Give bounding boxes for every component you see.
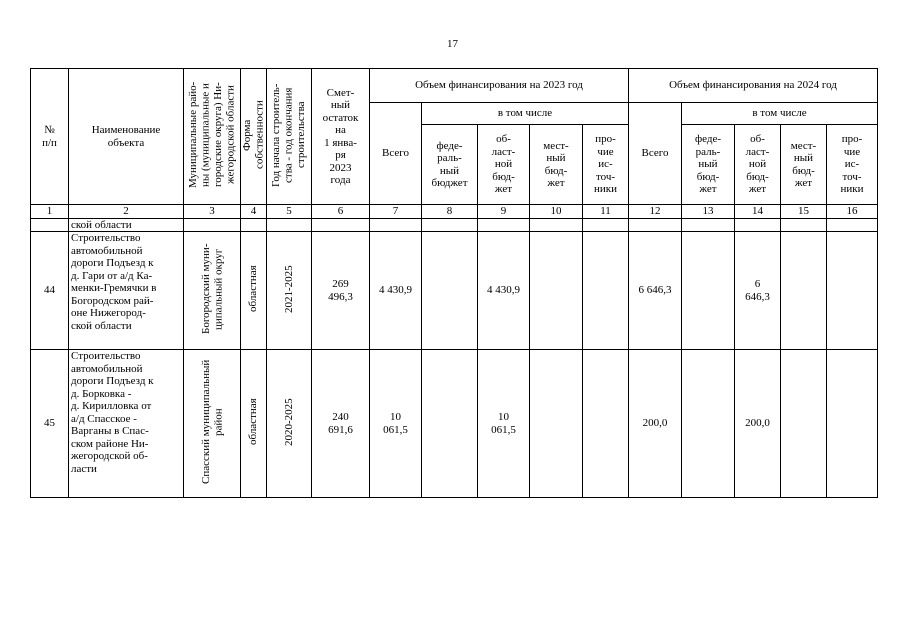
col-number: 3	[184, 205, 241, 219]
row-district: Богородский муни- ципальный округ	[184, 232, 241, 350]
col-number: 15	[781, 205, 827, 219]
row-remain: 269 496,3	[312, 232, 370, 350]
row-total-2023: 10 061,5	[370, 350, 422, 498]
row-federal-2024	[682, 350, 735, 498]
header-including-2023: в том числе	[422, 103, 629, 125]
row-regional-2024: 6 646,3	[735, 232, 781, 350]
row-local-2023	[530, 350, 583, 498]
column-numbers-row	[31, 205, 878, 219]
row-other-2024	[827, 350, 878, 498]
continuation-row	[31, 218, 878, 232]
col-number: 11	[583, 205, 629, 219]
table-row	[31, 232, 878, 350]
col-number: 13	[682, 205, 735, 219]
row-other-2023	[583, 232, 629, 350]
col-number: 12	[629, 205, 682, 219]
header-local-2023: мест- ный бюд- жет	[530, 125, 583, 205]
header-fin-2023: Объем финансирования на 2023 год	[370, 69, 629, 103]
header-name: Наименование объекта	[69, 69, 184, 205]
col-number: 8	[422, 205, 478, 219]
row-ownership: областная	[241, 350, 267, 498]
row-local-2024	[781, 350, 827, 498]
row-local-2023	[530, 232, 583, 350]
row-ownership: областная	[241, 232, 267, 350]
row-regional-2024: 200,0	[735, 350, 781, 498]
header-years: Год начала строитель- ства - год окончания строительства	[267, 69, 312, 205]
header-ownership: Форма собственности	[241, 69, 267, 205]
row-other-2024	[827, 232, 878, 350]
header-num: № п/п	[31, 69, 69, 205]
header-regional-2023: об- ласт- ной бюд- жет	[478, 125, 530, 205]
row-federal-2023	[422, 350, 478, 498]
col-number: 5	[267, 205, 312, 219]
row-district: Спасский муниципальный район	[184, 350, 241, 498]
row-total-2024: 6 646,3	[629, 232, 682, 350]
header-total-2023: Всего	[370, 103, 422, 205]
header-regional-2024: об- ласт- ной бюд- жет	[735, 125, 781, 205]
header-total-2024: Всего	[629, 103, 682, 205]
col-number: 7	[370, 205, 422, 219]
header-federal-2023: феде- раль- ный бюджет	[422, 125, 478, 205]
col-number: 9	[478, 205, 530, 219]
header-federal-2024: феде- раль- ный бюд- жет	[682, 125, 735, 205]
header-other-2023: про- чие ис- точ- ники	[583, 125, 629, 205]
row-other-2023	[583, 350, 629, 498]
row-regional-2023: 10 061,5	[478, 350, 530, 498]
col-number: 16	[827, 205, 878, 219]
col-number: 10	[530, 205, 583, 219]
row-total-2024: 200,0	[629, 350, 682, 498]
header-district: Муниципальные райо- ны (муниципальные и городские округа) Ни- жегородской области	[184, 69, 241, 205]
col-number: 2	[69, 205, 184, 219]
row-regional-2023: 4 430,9	[478, 232, 530, 350]
row-federal-2023	[422, 232, 478, 350]
col-number: 1	[31, 205, 69, 219]
header-other-2024: про- чие ис- точ- ники	[827, 125, 878, 205]
header-remain: Смет- ный остаток на 1 янва- ря 2023 года	[312, 69, 370, 205]
row-federal-2024	[682, 232, 735, 350]
header-local-2024: мест- ный бюд- жет	[781, 125, 827, 205]
col-number: 6	[312, 205, 370, 219]
row-total-2023: 4 430,9	[370, 232, 422, 350]
col-number: 14	[735, 205, 781, 219]
row-years: 2020-2025	[267, 350, 312, 498]
financing-table	[30, 68, 878, 498]
col-number: 4	[241, 205, 267, 219]
row-years: 2021-2025	[267, 232, 312, 350]
page-number: 17	[447, 38, 458, 50]
row-name: Строительство автомобильной дороги Подъезд к д. Борковка - д. Кирилловка от а/д Спасское - Варганы в Спас- ском районе Ни- жегородской об- ласти	[69, 350, 184, 498]
row-num: 44	[31, 232, 69, 350]
row-name: Строительство автомобильной дороги Подъезд к д. Гари от а/д Ка- менки-Гремячки в Богородском рай- оне Нижегород- ской области	[69, 232, 184, 350]
continuation-text: ской области	[69, 218, 184, 232]
row-num: 45	[31, 350, 69, 498]
row-remain: 240 691,6	[312, 350, 370, 498]
table-row	[31, 350, 878, 498]
header-including-2024: в том числе	[682, 103, 878, 125]
row-local-2024	[781, 232, 827, 350]
header-fin-2024: Объем финансирования на 2024 год	[629, 69, 878, 103]
